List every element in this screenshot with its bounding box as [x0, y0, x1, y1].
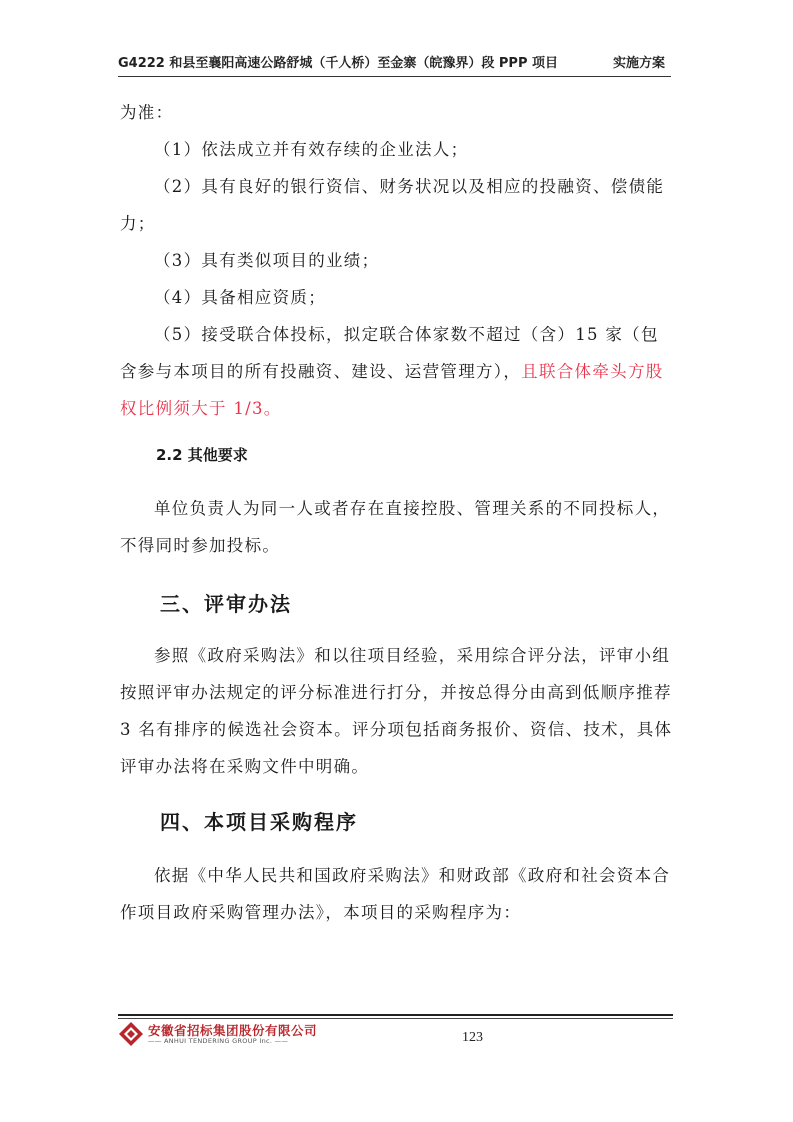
paragraph-2-2: 单位负责人为同一人或者存在直接控股、管理关系的不同投标人，不得同时参加投标。 — [120, 499, 671, 555]
list-item: （2）具有良好的银行资信、财务状况以及相应的投融资、偿债能力； — [120, 177, 665, 233]
company-name-en: —— ANHUI TENDERING GROUP Inc. —— — [148, 1037, 289, 1045]
company-logo-icon — [118, 1021, 144, 1047]
list-item-5 — [120, 316, 676, 427]
header-section: 实施方案 — [612, 56, 665, 71]
page-number: 123 — [462, 1030, 483, 1045]
paragraph-4: 依据《中华人民共和国政府采购法》和财政部《政府和社会资本合作项目政府采购管理办法》，本项目的采购程序为： — [120, 866, 671, 922]
company-logo — [118, 1021, 328, 1047]
footer-rule-thin — [118, 1018, 673, 1019]
header-rule — [118, 76, 671, 77]
list-item: （3）具有类似项目的业绩； — [154, 251, 380, 270]
footer-rule — [118, 1014, 673, 1016]
page-header — [118, 46, 671, 74]
paragraph-continuation: 为准： — [120, 103, 174, 122]
list-item: （1）依法成立并有效存续的企业法人； — [154, 140, 469, 159]
paragraph-3: 参照《政府采购法》和以往项目经验，采用综合评分法，评审小组按照评审办法规定的评分标准进行打分，并按总得分由高到低顺序推荐 3 名有排序的候选社会资本。评分项包括商务报价、资信、技术，具体评审办法将在采购文件中明确。 — [120, 646, 673, 776]
list-item-5-highlight: 且联合体牵头方股权比例须大于 1/3。 — [120, 362, 664, 418]
header-title: G4222 和县至襄阳高速公路舒城（千人桥）至金寨（皖豫界）段 PPP 项目 — [118, 56, 559, 71]
list-item: （4）具备相应资质； — [154, 288, 326, 307]
section-heading-3: 三、评审办法 — [160, 592, 292, 616]
company-name-cn: 安徽省招标集团股份有限公司 — [148, 1023, 318, 1038]
list-item-5-text: （5）接受联合体投标，拟定联合体家数不超过（含）15 家（包含参与本项目的所有投融资、建设、运营管理方）， — [120, 325, 659, 381]
section-heading-4: 四、本项目采购程序 — [160, 810, 358, 834]
section-heading-2-2: 2.2 其他要求 — [156, 446, 248, 464]
